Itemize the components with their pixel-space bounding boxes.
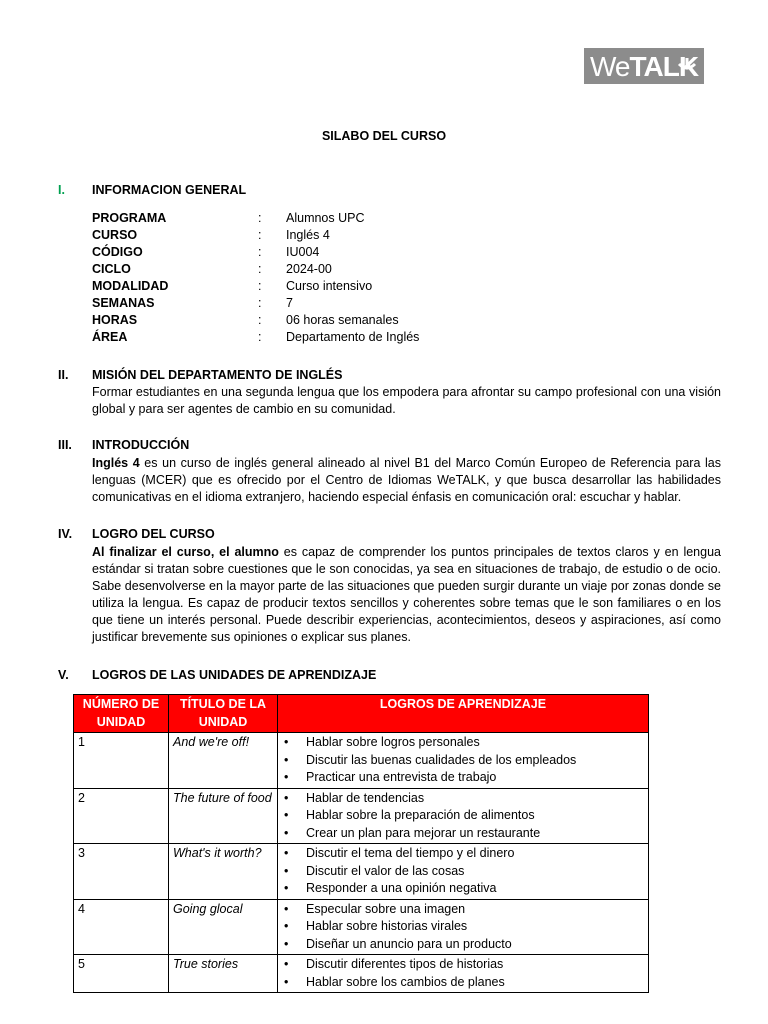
unit-title: True stories [169, 955, 278, 993]
info-row [92, 312, 419, 329]
intro-text: es un curso de inglés general alineado al nivel B1 del Marco Común Europeo de Referencia para las lenguas (MCER) que es ofrecido por el Centro de Idiomas WeTALK, y que busca desarrollar las habilidades comunicativas en el idioma extranjero, haciendo especial énfasis en comunicación oral: escuchar y hablar. [92, 456, 721, 504]
list-item: • Hablar sobre logros personales [306, 734, 644, 752]
info-value: Alumnos UPC [286, 211, 365, 225]
info-key: SEMANAS [92, 296, 155, 310]
info-row [92, 227, 419, 244]
goal-lead: Al finalizar el curso, el alumno [92, 545, 279, 559]
course-goal-paragraph [92, 544, 721, 646]
goals-list [282, 901, 644, 954]
section-number: IV. [58, 527, 73, 541]
info-colon: : [258, 330, 262, 344]
section-title: MISIÓN DEL DEPARTAMENTO DE INGLÉS [92, 368, 343, 382]
info-key: CÓDIGO [92, 245, 143, 259]
list-item: • Crear un plan para mejorar un restaurante [306, 825, 644, 843]
section-heading-2 [58, 367, 342, 384]
goals-list [282, 845, 644, 898]
section-number: V. [58, 668, 69, 682]
unit-goals [278, 899, 649, 955]
info-row [92, 295, 419, 312]
header-unit-number: NÚMERO DE UNIDAD [74, 695, 169, 733]
info-colon: : [258, 313, 262, 327]
goals-list [282, 956, 644, 991]
info-colon: : [258, 211, 262, 225]
unit-title: And we're off! [169, 733, 278, 789]
info-row [92, 278, 419, 295]
info-key: HORAS [92, 313, 138, 327]
intro-lead: Inglés 4 [92, 456, 140, 470]
section-title: INTRODUCCIÓN [92, 438, 190, 452]
table-row [74, 955, 649, 993]
section-heading-5 [58, 667, 376, 684]
info-colon: : [258, 279, 262, 293]
info-value: 7 [286, 296, 293, 310]
list-item: • Hablar sobre los cambios de planes [306, 974, 644, 992]
speech-wave-icon [676, 56, 698, 76]
header-unit-title: TÍTULO DE LA UNIDAD [169, 695, 278, 733]
info-key: CICLO [92, 262, 131, 276]
unit-goals [278, 955, 649, 993]
info-value: IU004 [286, 245, 320, 259]
section-number: III. [58, 438, 72, 452]
table-row [74, 788, 649, 844]
list-item: • Hablar sobre la preparación de alimentos [306, 807, 644, 825]
info-value: 06 horas semanales [286, 313, 399, 327]
list-item: • Especular sobre una imagen [306, 901, 644, 919]
info-key: PROGRAMA [92, 211, 167, 225]
list-item: • Discutir el valor de las cosas [306, 863, 644, 881]
unit-number: 1 [74, 733, 169, 789]
goal-text: es capaz de comprender los puntos principales de textos claros y en lengua estándar si tratan sobre cuestiones que le son conocidas, ya sea en situaciones de trabajo, de estudio o de ocio. Sabe desenvolverse en la mayor parte de las situaciones que pueden surgir durante un viaje por zonas donde se utiliza la lengua. Es capaz de producir textos sencillos y coherentes sobre temas que le son familiares o en los que tiene un interés personal. Puede describir experiencias, acontecimientos, deseos y aspiraciones, así como justificar brevemente sus opiniones o explicar sus planes. [92, 545, 721, 644]
goals-list [282, 734, 644, 787]
table-row [74, 844, 649, 900]
info-row [92, 261, 419, 278]
section-number: II. [58, 368, 69, 382]
unit-number: 2 [74, 788, 169, 844]
section-heading-1 [58, 182, 246, 199]
list-item: • Diseñar un anuncio para un producto [306, 936, 644, 954]
unit-goals [278, 788, 649, 844]
info-value: 2024-00 [286, 262, 332, 276]
info-value: Departamento de Inglés [286, 330, 420, 344]
section-number: I. [58, 183, 65, 197]
logo-talk: TALK [629, 50, 699, 82]
info-key: MODALIDAD [92, 279, 169, 293]
table-row [74, 733, 649, 789]
info-row [92, 329, 419, 346]
logo-we: We [590, 50, 630, 82]
goals-list [282, 790, 644, 843]
unit-title: The future of food [169, 788, 278, 844]
info-value: Curso intensivo [286, 279, 373, 293]
section-title: LOGRO DEL CURSO [92, 527, 215, 541]
list-item: • Discutir el tema del tiempo y el dinero [306, 845, 644, 863]
mission-paragraph: Formar estudiantes en una segunda lengua que los empodera para afrontar su campo profesional con una visión global y para ser agentes de cambio en su comunidad. [92, 385, 721, 416]
section-title: LOGROS DE LAS UNIDADES DE APRENDIZAJE [92, 668, 377, 682]
list-item: • Responder a una opinión negativa [306, 880, 644, 898]
list-item: • Practicar una entrevista de trabajo [306, 769, 644, 787]
list-item: • Hablar de tendencias [306, 790, 644, 808]
unit-goals [278, 733, 649, 789]
info-colon: : [258, 228, 262, 242]
introduction-paragraph [92, 455, 721, 506]
learning-units-table [73, 694, 649, 993]
unit-number: 3 [74, 844, 169, 900]
info-row [92, 210, 419, 227]
list-item: • Discutir diferentes tipos de historias [306, 956, 644, 974]
list-item: • Discutir las buenas cualidades de los empleados [306, 752, 644, 770]
section-heading-4 [58, 526, 215, 543]
list-item: • Hablar sobre historias virales [306, 918, 644, 936]
unit-title: What's it worth? [169, 844, 278, 900]
unit-number: 4 [74, 899, 169, 955]
unit-number: 5 [74, 955, 169, 993]
info-key: ÁREA [92, 330, 128, 344]
general-info-table [92, 210, 419, 346]
unit-goals [278, 844, 649, 900]
document-title: SILABO DEL CURSO [321, 129, 447, 143]
unit-title: Going glocal [169, 899, 278, 955]
info-key: CURSO [92, 228, 138, 242]
info-row [92, 244, 419, 261]
info-colon: : [258, 262, 262, 276]
info-colon: : [258, 296, 262, 310]
section-heading-3 [58, 437, 189, 454]
table-row [74, 899, 649, 955]
wetalk-logo [584, 48, 704, 84]
section-title: INFORMACION GENERAL [92, 183, 247, 197]
units-header-row [74, 695, 649, 733]
header-learning-goals: LOGROS DE APRENDIZAJE [278, 695, 649, 733]
info-colon: : [258, 245, 262, 259]
info-value: Inglés 4 [286, 228, 330, 242]
